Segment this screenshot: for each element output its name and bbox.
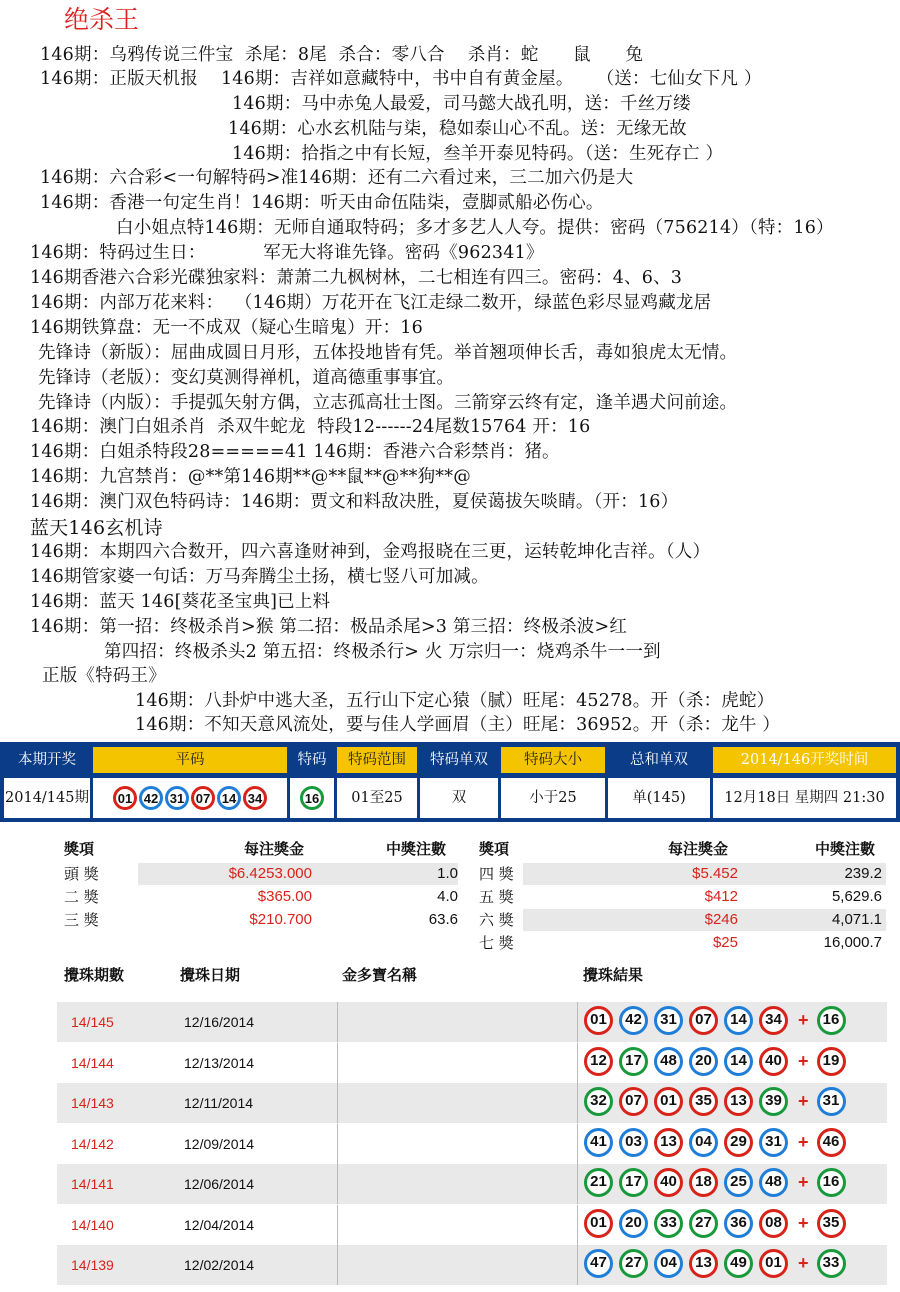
prize-row	[479, 863, 882, 885]
history-balls	[584, 1168, 852, 1197]
prize-header-count: 中獎注數	[386, 840, 447, 858]
history-date: 12/02/2014	[184, 1257, 255, 1273]
draw-period: 2014/145期	[4, 778, 90, 818]
special-ball: 19	[817, 1047, 846, 1076]
text-line: 146期：特码过生日： 军无大将谁先锋。密码《962341》	[30, 243, 544, 263]
history-balls	[584, 1047, 852, 1076]
text-line: 146期：拾指之中有长短，叁羊开泰见特码。（送：生死存亡 ）	[232, 144, 724, 164]
column-divider	[577, 1002, 578, 1042]
result-ball: 13	[724, 1087, 753, 1116]
text-line: 146期：马中赤兔人最爱，司马懿大战孔明，送：千丝万缕	[232, 94, 691, 114]
result-ball: 36	[724, 1209, 753, 1238]
result-ball: 13	[689, 1249, 718, 1278]
prize-count: 239.2	[844, 865, 882, 882]
prize-name: 七 獎	[479, 934, 514, 952]
history-period: 14/143	[71, 1095, 114, 1111]
plus-icon: +	[798, 1212, 809, 1233]
prize-name: 二 獎	[64, 888, 99, 906]
plus-icon: +	[798, 1131, 809, 1152]
text-line: 蓝天146玄机诗	[30, 517, 163, 539]
column-divider	[577, 1124, 578, 1164]
prize-name: 六 獎	[479, 911, 514, 929]
text-line: 第四招：终极杀头2 第五招：终极杀行> 火 万宗归一：烧鸡杀牛一一到	[104, 642, 661, 662]
draw-next-time: 12月18日 星期四 21:30	[713, 778, 896, 818]
text-line: 146期铁算盘：无一不成双（疑心生暗鬼）开：16	[30, 318, 423, 338]
text-line: 白小姐点特146期：无师自通取特码；多才多艺人人夸。提供：密码（756214）（特：16）	[116, 218, 834, 238]
text-line: 146期：心水玄机陆与柒，稳如泰山心不乱。送：无缘无故	[228, 119, 687, 139]
prize-count: 16,000.7	[823, 934, 882, 951]
result-ball: 40	[654, 1168, 683, 1197]
history-date: 12/11/2014	[184, 1095, 254, 1111]
column-divider	[577, 1043, 578, 1083]
text-line: 146期：第一招：终极杀肖>猴 第二招：极品杀尾>3 第三招：终极杀波>红	[30, 617, 628, 637]
result-ball: 32	[584, 1087, 613, 1116]
text-line: 146期：正版天机报 146期：吉祥如意藏特中，书中自有黄金屋。 （送：七仙女下凡 ）	[40, 69, 762, 89]
draw-ball: 31	[165, 786, 189, 810]
result-ball: 48	[654, 1047, 683, 1076]
result-ball: 34	[759, 1006, 788, 1035]
prize-header-count: 中獎注數	[815, 840, 876, 858]
draw-balls	[93, 778, 287, 818]
prize-amount: $246	[704, 911, 738, 928]
text-line: 146期：六合彩<一句解特码>准146期：还有二六看过来，三二加六仍是大	[40, 168, 634, 188]
draw-odd-even: 双	[420, 778, 498, 818]
result-ball: 42	[619, 1006, 648, 1035]
result-ball: 08	[759, 1209, 788, 1238]
text-line: 146期：澳门白姐杀肖 杀双牛蛇龙 特段12------24尾数15764 开：16	[30, 417, 591, 437]
result-ball: 01	[584, 1006, 613, 1035]
text-line: 先锋诗（老版）：变幻莫测得禅机，道高德重事事宜。	[38, 368, 455, 388]
text-line: 先锋诗（新版）：屈曲成圆日月形，五体投地皆有凭。举首翘项伸长舌，毒如狼虎太无情。	[38, 343, 738, 363]
column-divider	[337, 1002, 338, 1042]
result-ball: 48	[759, 1168, 788, 1197]
result-ball: 07	[689, 1006, 718, 1035]
result-ball: 31	[759, 1128, 788, 1157]
history-row	[57, 1124, 887, 1164]
history-row	[57, 1245, 887, 1285]
prize-name: 三 獎	[64, 911, 99, 929]
draw-result-table	[0, 742, 900, 822]
result-ball: 35	[689, 1087, 718, 1116]
header-sum-odd-even: 总和单双	[608, 747, 710, 773]
history-balls	[584, 1128, 852, 1157]
history-period: 14/144	[71, 1054, 114, 1071]
history-header-result: 攪珠結果	[583, 966, 644, 984]
history-date: 12/06/2014	[184, 1176, 255, 1192]
special-ball: 16	[817, 1006, 846, 1035]
column-divider	[337, 1164, 338, 1204]
result-ball: 21	[584, 1168, 613, 1197]
result-ball: 20	[689, 1047, 718, 1076]
draw-ball: 42	[139, 786, 163, 810]
prize-row	[64, 886, 458, 908]
result-ball: 13	[654, 1128, 683, 1157]
header-odd-even: 特码单双	[420, 747, 498, 773]
header-normal-numbers: 平码	[93, 747, 287, 773]
column-divider	[337, 1245, 338, 1285]
special-ball: 46	[817, 1128, 846, 1157]
prize-row	[64, 863, 458, 885]
result-ball: 14	[724, 1006, 753, 1035]
result-ball: 39	[759, 1087, 788, 1116]
plus-icon: +	[798, 1172, 809, 1192]
result-ball: 27	[619, 1249, 648, 1278]
header-current-draw: 本期开奖	[4, 747, 90, 773]
text-line: 146期：蓝天 146[葵花圣宝典]已上料	[30, 592, 331, 612]
result-ball: 20	[619, 1209, 648, 1238]
text-line: 146期：香港一句定生肖！146期：听天由命伍陆柒，壹脚贰船必伤心。	[40, 193, 604, 213]
result-ball: 27	[689, 1209, 718, 1238]
column-divider	[577, 1245, 578, 1285]
history-period: 14/145	[71, 1014, 114, 1030]
result-ball: 31	[654, 1006, 683, 1035]
text-line: 146期：九宫禁肖：@**第146期**@**鼠**@**狗**@	[30, 467, 471, 487]
result-ball: 14	[724, 1047, 753, 1076]
history-row	[57, 1002, 887, 1042]
prize-amount: $5.452	[692, 865, 738, 882]
draw-range: 01至25	[337, 778, 417, 818]
history-row	[57, 1083, 887, 1123]
special-ball: 16	[817, 1168, 846, 1197]
result-ball: 07	[619, 1087, 648, 1116]
prize-count: 5,629.6	[831, 888, 882, 905]
result-ball: 25	[724, 1168, 753, 1197]
result-ball: 17	[619, 1168, 648, 1197]
result-ball: 29	[724, 1128, 753, 1157]
prize-row	[479, 886, 882, 908]
result-ball: 33	[654, 1209, 683, 1238]
column-divider	[337, 1205, 338, 1245]
prize-count: 63.6	[428, 911, 458, 928]
history-row	[57, 1043, 887, 1083]
text-line: 146期：白姐杀特段28=====41 146期：香港六合彩禁肖：猪。	[30, 442, 560, 462]
prize-count: 4,071.1	[831, 911, 882, 928]
text-line: 146期：乌鸦传说三件宝 杀尾：8尾 杀合：零八合 杀肖：蛇 鼠 兔	[40, 45, 644, 65]
draw-ball: 01	[113, 786, 137, 810]
header-special: 特码	[290, 747, 334, 773]
text-line: 146期：八卦炉中逃大圣，五行山下定心猿（腻）旺尾：45278。开（杀：虎蛇）	[135, 691, 775, 711]
plus-icon: +	[798, 1050, 809, 1071]
result-ball: 01	[759, 1249, 788, 1278]
history-period: 14/142	[71, 1135, 114, 1152]
history-header-name: 金多寶名稱	[342, 966, 418, 984]
result-ball: 47	[584, 1249, 613, 1278]
history-header-date: 攪珠日期	[180, 966, 241, 984]
result-ball: 17	[619, 1047, 648, 1076]
draw-ball: 14	[217, 786, 241, 810]
draw-ball: 34	[243, 786, 267, 810]
column-divider	[577, 1164, 578, 1204]
result-ball: 04	[689, 1128, 718, 1157]
prize-amount: $365.00	[257, 888, 312, 905]
history-header-period: 攪珠期數	[64, 966, 125, 984]
page-title: 绝杀王	[64, 5, 140, 34]
special-ball: 31	[817, 1087, 846, 1116]
history-date: 12/04/2014	[184, 1216, 255, 1233]
text-line: 146期：不知天意风流处，要与佳人学画眉（主）旺尾：36952。开（杀：龙牛 ）	[135, 715, 781, 735]
draw-special	[290, 778, 334, 818]
history-date: 12/09/2014	[184, 1135, 255, 1152]
text-line: 146期香港六合彩光碟独家料：萧萧二九枫树林，二七相连有四三。密码：4、6、3	[30, 268, 683, 288]
prize-row	[479, 932, 882, 954]
column-divider	[337, 1043, 338, 1083]
prize-amount: $210.700	[249, 911, 312, 928]
result-ball: 01	[654, 1087, 683, 1116]
text-line: 正版《特码王》	[42, 666, 166, 686]
text-line: 146期：内部万花来料： （146期）万花开在飞江走绿二数开，绿蓝色彩尽显鸡藏龙居	[30, 293, 712, 313]
header-size: 特码大小	[501, 747, 605, 773]
result-ball: 03	[619, 1128, 648, 1157]
column-divider	[337, 1083, 338, 1123]
draw-size: 小于25	[501, 778, 605, 818]
column-divider	[577, 1083, 578, 1123]
plus-icon: +	[798, 1091, 809, 1111]
plus-icon: +	[798, 1253, 809, 1273]
prize-header-amount: 每注獎金	[668, 840, 729, 858]
header-next-time: 2014/146开奖时间	[713, 747, 896, 773]
history-period: 14/141	[71, 1176, 114, 1192]
result-ball: 49	[724, 1249, 753, 1278]
draw-sum-odd-even: 单(145)	[608, 778, 710, 818]
column-divider	[337, 1124, 338, 1164]
result-ball: 01	[584, 1209, 613, 1238]
prize-amount: $412	[704, 888, 738, 905]
prize-row	[64, 909, 458, 931]
history-balls	[584, 1087, 852, 1116]
special-ball: 33	[817, 1249, 846, 1278]
prize-name: 頭 獎	[64, 865, 99, 883]
result-ball: 04	[654, 1249, 683, 1278]
prize-header-amount: 每注獎金	[244, 840, 305, 858]
prize-count: 4.0	[437, 888, 458, 905]
history-balls	[584, 1249, 852, 1278]
history-row	[57, 1164, 887, 1204]
text-line: 先锋诗（内版）：手提弧矢射方偶，立志孤高壮士图。三箭穿云终有定，逢羊遇犬问前途。	[38, 393, 738, 413]
prize-amount: $6.4253.000	[228, 865, 312, 882]
result-ball: 18	[689, 1168, 718, 1197]
history-period: 14/139	[71, 1257, 114, 1273]
header-range: 特码范围	[337, 747, 417, 773]
plus-icon: +	[798, 1010, 809, 1030]
result-ball: 40	[759, 1047, 788, 1076]
history-date: 12/13/2014	[184, 1054, 255, 1071]
history-balls	[584, 1006, 852, 1035]
text-line: 146期：本期四六合数开，四六喜逢财神到，金鸡报晓在三更，运转乾坤化吉祥。（人）	[30, 542, 711, 562]
prize-amount: $25	[712, 934, 738, 951]
prize-name: 四 獎	[479, 865, 514, 883]
prize-name: 五 獎	[479, 888, 514, 906]
prize-count: 1.0	[437, 865, 458, 882]
special-ball: 35	[817, 1209, 846, 1238]
text-line: 146期：澳门双色特码诗：146期：贾文和料敌决胜，夏侯蔼拔矢啖睛。（开：16）	[30, 492, 679, 512]
text-line: 146期管家婆一句话：万马奔腾尘土扬，横七竖八可加减。	[30, 567, 489, 587]
prize-header-name: 獎項	[64, 840, 95, 858]
column-divider	[577, 1205, 578, 1245]
result-ball: 12	[584, 1047, 613, 1076]
prize-header-name: 獎項	[479, 840, 510, 858]
prize-row	[479, 909, 882, 931]
history-row	[57, 1205, 887, 1245]
history-balls	[584, 1209, 852, 1238]
draw-special-ball: 16	[300, 786, 324, 810]
draw-ball: 07	[191, 786, 215, 810]
history-period: 14/140	[71, 1216, 114, 1233]
history-date: 12/16/2014	[184, 1014, 255, 1030]
result-ball: 41	[584, 1128, 613, 1157]
